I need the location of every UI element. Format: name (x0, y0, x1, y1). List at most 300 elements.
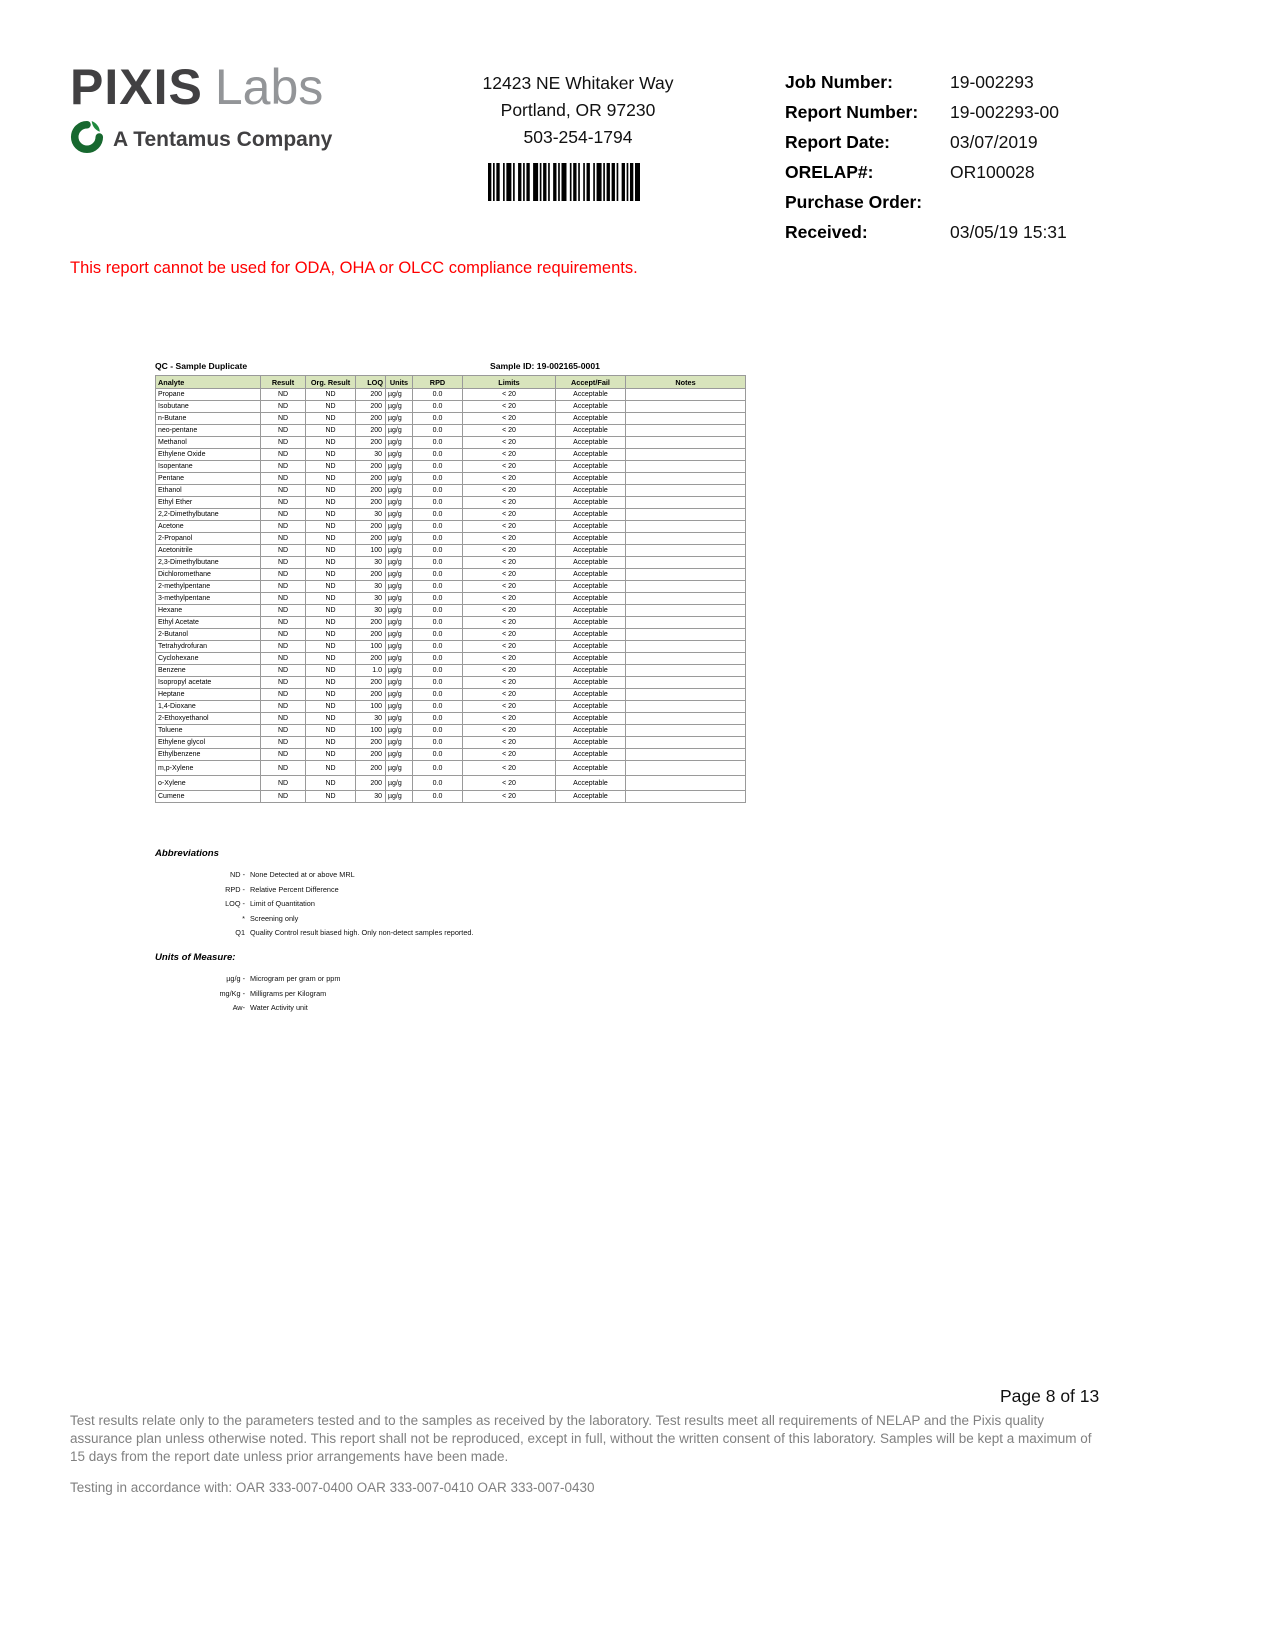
cell-result: ND (261, 389, 306, 401)
column-header-accept-fail: Accept/Fail (556, 376, 626, 389)
cell-loq: 100 (356, 725, 386, 737)
cell-analyte: 2,2-Dimethylbutane (156, 509, 261, 521)
cell-accept-fail: Acceptable (556, 533, 626, 545)
cell-limits: < 20 (463, 473, 556, 485)
cell-loq: 1.0 (356, 665, 386, 677)
cell-result: ND (261, 497, 306, 509)
cell-accept-fail: Acceptable (556, 617, 626, 629)
cell-result: ND (261, 533, 306, 545)
cell-analyte: Isopropyl acetate (156, 677, 261, 689)
cell-org-result: ND (306, 485, 356, 497)
info-label: ORELAP#: (785, 162, 874, 182)
cell-rpd: 0.0 (413, 473, 463, 485)
cell-rpd: 0.0 (413, 545, 463, 557)
cell-units: µg/g (386, 593, 413, 605)
cell-rpd: 0.0 (413, 401, 463, 413)
cell-notes (626, 389, 746, 401)
cell-rpd: 0.0 (413, 725, 463, 737)
table-row (156, 497, 746, 509)
info-value: 03/05/19 15:31 (950, 222, 1067, 242)
cell-notes (626, 677, 746, 689)
table-row (156, 641, 746, 653)
cell-org-result: ND (306, 761, 356, 776)
cell-accept-fail: Acceptable (556, 791, 626, 803)
unit-item (155, 1003, 340, 1012)
cell-loq: 100 (356, 641, 386, 653)
cell-units: µg/g (386, 509, 413, 521)
cell-limits: < 20 (463, 557, 556, 569)
cell-limits: < 20 (463, 521, 556, 533)
unit-item (155, 974, 340, 983)
cell-accept-fail: Acceptable (556, 725, 626, 737)
cell-analyte: 2,3-Dimethylbutane (156, 557, 261, 569)
table-row (156, 677, 746, 689)
cell-accept-fail: Acceptable (556, 569, 626, 581)
info-value: 19-002293 (950, 72, 1034, 92)
cell-notes (626, 545, 746, 557)
cell-rpd: 0.0 (413, 497, 463, 509)
units-of-measure-section (155, 952, 340, 1018)
cell-loq: 200 (356, 776, 386, 791)
cell-analyte: Ethylbenzene (156, 749, 261, 761)
cell-org-result: ND (306, 701, 356, 713)
cell-org-result: ND (306, 461, 356, 473)
logo-brand-text: PIXIS (70, 59, 203, 115)
cell-result: ND (261, 605, 306, 617)
cell-loq: 200 (356, 425, 386, 437)
cell-rpd: 0.0 (413, 461, 463, 473)
cell-loq: 200 (356, 749, 386, 761)
cell-org-result: ND (306, 791, 356, 803)
cell-rpd: 0.0 (413, 437, 463, 449)
cell-units: µg/g (386, 713, 413, 725)
cell-units: µg/g (386, 629, 413, 641)
abbreviations-section (155, 848, 473, 943)
cell-loq: 200 (356, 689, 386, 701)
cell-result: ND (261, 776, 306, 791)
cell-org-result: ND (306, 629, 356, 641)
abbr-definition: Relative Percent Difference (250, 884, 339, 894)
cell-notes (626, 641, 746, 653)
cell-analyte: Ethyl Acetate (156, 617, 261, 629)
cell-rpd: 0.0 (413, 449, 463, 461)
cell-limits: < 20 (463, 593, 556, 605)
cell-limits: < 20 (463, 761, 556, 776)
column-header-result: Result (261, 376, 306, 389)
cell-result: ND (261, 569, 306, 581)
unit-term: Aw- (232, 1003, 245, 1012)
cell-units: µg/g (386, 665, 413, 677)
cell-result: ND (261, 617, 306, 629)
cell-org-result: ND (306, 521, 356, 533)
logo-labs-text: Labs (214, 59, 324, 115)
cell-rpd: 0.0 (413, 665, 463, 677)
cell-rpd: 0.0 (413, 629, 463, 641)
abbreviation-item (155, 870, 473, 879)
cell-result: ND (261, 593, 306, 605)
cell-accept-fail: Acceptable (556, 413, 626, 425)
cell-units: µg/g (386, 689, 413, 701)
cell-accept-fail: Acceptable (556, 389, 626, 401)
units-of-measure-title: Units of Measure: (155, 952, 236, 963)
cell-units: µg/g (386, 425, 413, 437)
cell-analyte: Tetrahydrofuran (156, 641, 261, 653)
cell-rpd: 0.0 (413, 593, 463, 605)
cell-analyte: Cumene (156, 791, 261, 803)
cell-notes (626, 737, 746, 749)
info-value: 03/07/2019 (950, 132, 1038, 152)
table-row (156, 425, 746, 437)
cell-limits: < 20 (463, 653, 556, 665)
column-header-notes: Notes (626, 376, 746, 389)
unit-item (155, 989, 340, 998)
cell-limits: < 20 (463, 605, 556, 617)
cell-loq: 30 (356, 713, 386, 725)
cell-notes (626, 485, 746, 497)
cell-analyte: Hexane (156, 605, 261, 617)
cell-loq: 100 (356, 545, 386, 557)
cell-limits: < 20 (463, 677, 556, 689)
cell-loq: 30 (356, 791, 386, 803)
cell-org-result: ND (306, 653, 356, 665)
table-row (156, 701, 746, 713)
cell-result: ND (261, 461, 306, 473)
cell-result: ND (261, 401, 306, 413)
footer-disclaimer: Test results relate only to the parameters tested and to the samples as received by the laboratory. Test results meet all requirements of NELAP and the Pixis quality assurance plan unless otherwise noted. This report shall not be reproduced, except in full, without the written consent of this laboratory. Samples will be kept a maximum of 15 days from the report date unless prior arrangements have been made. (70, 1413, 1092, 1464)
table-row (156, 437, 746, 449)
cell-org-result: ND (306, 497, 356, 509)
info-row-purchase-order (785, 192, 1105, 212)
cell-notes (626, 761, 746, 776)
cell-notes (626, 605, 746, 617)
table-row (156, 791, 746, 803)
cell-limits: < 20 (463, 497, 556, 509)
cell-units: µg/g (386, 605, 413, 617)
cell-notes (626, 713, 746, 725)
cell-limits: < 20 (463, 713, 556, 725)
cell-accept-fail: Acceptable (556, 701, 626, 713)
cell-limits: < 20 (463, 569, 556, 581)
cell-org-result: ND (306, 749, 356, 761)
cell-rpd: 0.0 (413, 617, 463, 629)
cell-accept-fail: Acceptable (556, 473, 626, 485)
column-header-org-result: Org. Result (306, 376, 356, 389)
cell-loq: 200 (356, 413, 386, 425)
cell-accept-fail: Acceptable (556, 641, 626, 653)
cell-accept-fail: Acceptable (556, 401, 626, 413)
cell-rpd: 0.0 (413, 485, 463, 497)
unit-term: mg/Kg - (219, 988, 245, 998)
cell-rpd: 0.0 (413, 521, 463, 533)
cell-units: µg/g (386, 725, 413, 737)
cell-rpd: 0.0 (413, 689, 463, 701)
abbr-definition: Limit of Quantitation (250, 899, 315, 908)
cell-notes (626, 653, 746, 665)
cell-analyte: 2-Ethoxyethanol (156, 713, 261, 725)
cell-result: ND (261, 413, 306, 425)
cell-org-result: ND (306, 689, 356, 701)
table-row (156, 449, 746, 461)
cell-accept-fail: Acceptable (556, 776, 626, 791)
pixis-labs-logo (70, 58, 332, 159)
cell-org-result: ND (306, 641, 356, 653)
info-value: OR100028 (950, 162, 1035, 182)
cell-analyte: neo-pentane (156, 425, 261, 437)
cell-org-result: ND (306, 509, 356, 521)
column-header-analyte: Analyte (156, 376, 261, 389)
cell-units: µg/g (386, 533, 413, 545)
cell-notes (626, 437, 746, 449)
cell-notes (626, 791, 746, 803)
cell-result: ND (261, 629, 306, 641)
cell-analyte: 2-Butanol (156, 629, 261, 641)
cell-accept-fail: Acceptable (556, 425, 626, 437)
cell-rpd: 0.0 (413, 641, 463, 653)
cell-accept-fail: Acceptable (556, 545, 626, 557)
cell-org-result: ND (306, 401, 356, 413)
cell-accept-fail: Acceptable (556, 677, 626, 689)
cell-notes (626, 521, 746, 533)
table-row (156, 485, 746, 497)
cell-limits: < 20 (463, 425, 556, 437)
cell-units: µg/g (386, 653, 413, 665)
cell-rpd: 0.0 (413, 425, 463, 437)
page-number: Page 8 of 13 (1000, 1386, 1100, 1406)
cell-limits: < 20 (463, 485, 556, 497)
cell-accept-fail: Acceptable (556, 605, 626, 617)
leaf-icon (70, 120, 104, 159)
cell-result: ND (261, 761, 306, 776)
abbreviation-item (155, 885, 473, 894)
cell-rpd: 0.0 (413, 713, 463, 725)
cell-analyte: Heptane (156, 689, 261, 701)
cell-analyte: Ethylene glycol (156, 737, 261, 749)
cell-units: µg/g (386, 389, 413, 401)
cell-analyte: o-Xylene (156, 776, 261, 791)
cell-analyte: Dichloromethane (156, 569, 261, 581)
cell-notes (626, 533, 746, 545)
cell-result: ND (261, 689, 306, 701)
cell-rpd: 0.0 (413, 653, 463, 665)
table-row (156, 689, 746, 701)
cell-accept-fail: Acceptable (556, 557, 626, 569)
cell-limits: < 20 (463, 461, 556, 473)
cell-result: ND (261, 581, 306, 593)
table-row (156, 569, 746, 581)
abbr-term: * (242, 913, 245, 923)
cell-loq: 200 (356, 521, 386, 533)
info-value: 19-002293-00 (950, 102, 1059, 122)
cell-loq: 30 (356, 449, 386, 461)
column-header-loq: LOQ (356, 376, 386, 389)
cell-result: ND (261, 701, 306, 713)
cell-org-result: ND (306, 569, 356, 581)
cell-result: ND (261, 641, 306, 653)
table-row (156, 533, 746, 545)
cell-rpd: 0.0 (413, 389, 463, 401)
cell-org-result: ND (306, 449, 356, 461)
cell-limits: < 20 (463, 413, 556, 425)
cell-loq: 200 (356, 677, 386, 689)
cell-loq: 200 (356, 473, 386, 485)
cell-units: µg/g (386, 761, 413, 776)
cell-rpd: 0.0 (413, 701, 463, 713)
cell-notes (626, 581, 746, 593)
cell-loq: 200 (356, 401, 386, 413)
table-row (156, 749, 746, 761)
table-row (156, 581, 746, 593)
cell-limits: < 20 (463, 401, 556, 413)
cell-accept-fail: Acceptable (556, 653, 626, 665)
cell-rpd: 0.0 (413, 791, 463, 803)
cell-accept-fail: Acceptable (556, 497, 626, 509)
sample-id: Sample ID: 19-002165-0001 (490, 361, 600, 371)
cell-limits: < 20 (463, 737, 556, 749)
info-label: Received: (785, 222, 868, 242)
cell-rpd: 0.0 (413, 605, 463, 617)
cell-units: µg/g (386, 701, 413, 713)
cell-limits: < 20 (463, 545, 556, 557)
cell-loq: 200 (356, 629, 386, 641)
cell-notes (626, 665, 746, 677)
cell-result: ND (261, 557, 306, 569)
unit-term: µg/g - (226, 974, 245, 983)
cell-org-result: ND (306, 533, 356, 545)
cell-limits: < 20 (463, 389, 556, 401)
cell-notes (626, 593, 746, 605)
abbreviation-item (155, 899, 473, 908)
cell-notes (626, 569, 746, 581)
cell-loq: 30 (356, 605, 386, 617)
cell-accept-fail: Acceptable (556, 713, 626, 725)
cell-org-result: ND (306, 713, 356, 725)
cell-limits: < 20 (463, 509, 556, 521)
cell-org-result: ND (306, 617, 356, 629)
address-line1: 12423 NE Whitaker Way (482, 73, 674, 93)
logo-tagline: A Tentamus Company (113, 127, 333, 151)
column-header-units: Units (386, 376, 413, 389)
table-row (156, 617, 746, 629)
cell-units: µg/g (386, 545, 413, 557)
cell-accept-fail: Acceptable (556, 689, 626, 701)
info-row-received (785, 222, 1105, 242)
cell-analyte: 3-methylpentane (156, 593, 261, 605)
cell-notes (626, 701, 746, 713)
cell-limits: < 20 (463, 641, 556, 653)
abbreviation-item (155, 914, 473, 923)
qc-results-table (155, 375, 746, 803)
cell-notes (626, 557, 746, 569)
cell-notes (626, 461, 746, 473)
qc-sample-duplicate-section (155, 361, 745, 803)
cell-loq: 30 (356, 557, 386, 569)
cell-result: ND (261, 473, 306, 485)
cell-analyte: Ethylene Oxide (156, 449, 261, 461)
abbreviation-item (155, 928, 473, 937)
cell-result: ND (261, 485, 306, 497)
cell-analyte: Pentane (156, 473, 261, 485)
cell-notes (626, 617, 746, 629)
table-row (156, 401, 746, 413)
cell-loq: 200 (356, 761, 386, 776)
info-label: Job Number: (785, 72, 893, 92)
cell-units: µg/g (386, 581, 413, 593)
cell-notes (626, 509, 746, 521)
cell-limits: < 20 (463, 776, 556, 791)
cell-analyte: Ethanol (156, 485, 261, 497)
cell-notes (626, 749, 746, 761)
cell-accept-fail: Acceptable (556, 485, 626, 497)
cell-units: µg/g (386, 401, 413, 413)
cell-loq: 200 (356, 569, 386, 581)
cell-analyte: Methanol (156, 437, 261, 449)
abbr-term: LOQ - (225, 899, 245, 908)
cell-rpd: 0.0 (413, 413, 463, 425)
cell-analyte: Propane (156, 389, 261, 401)
cell-limits: < 20 (463, 533, 556, 545)
cell-org-result: ND (306, 725, 356, 737)
cell-loq: 200 (356, 389, 386, 401)
info-row-job-number (785, 72, 1105, 92)
unit-definition: Microgram per gram or ppm (250, 974, 341, 983)
cell-result: ND (261, 509, 306, 521)
cell-analyte: n-Butane (156, 413, 261, 425)
cell-units: µg/g (386, 617, 413, 629)
cell-loq: 30 (356, 581, 386, 593)
cell-rpd: 0.0 (413, 569, 463, 581)
cell-analyte: Acetonitrile (156, 545, 261, 557)
table-header-row (156, 376, 746, 389)
abbr-definition: None Detected at or above MRL (250, 870, 355, 879)
cell-accept-fail: Acceptable (556, 593, 626, 605)
cell-result: ND (261, 725, 306, 737)
cell-notes (626, 413, 746, 425)
cell-org-result: ND (306, 776, 356, 791)
barcode (488, 163, 640, 201)
table-row (156, 737, 746, 749)
table-row (156, 473, 746, 485)
cell-org-result: ND (306, 677, 356, 689)
info-row-report-number (785, 102, 1105, 122)
cell-limits: < 20 (463, 629, 556, 641)
table-row (156, 593, 746, 605)
cell-analyte: Isopentane (156, 461, 261, 473)
abbr-definition: Screening only (250, 913, 299, 923)
cell-org-result: ND (306, 665, 356, 677)
cell-limits: < 20 (463, 791, 556, 803)
cell-loq: 200 (356, 737, 386, 749)
info-label: Report Date: (785, 132, 891, 152)
cell-analyte: Cyclohexane (156, 653, 261, 665)
table-row (156, 605, 746, 617)
cell-loq: 30 (356, 509, 386, 521)
info-row-report-date (785, 132, 1105, 152)
cell-org-result: ND (306, 437, 356, 449)
cell-units: µg/g (386, 569, 413, 581)
cell-analyte: Ethyl Ether (156, 497, 261, 509)
cell-result: ND (261, 437, 306, 449)
cell-limits: < 20 (463, 689, 556, 701)
column-header-limits: Limits (463, 376, 556, 389)
cell-rpd: 0.0 (413, 557, 463, 569)
cell-accept-fail: Acceptable (556, 437, 626, 449)
cell-rpd: 0.0 (413, 761, 463, 776)
table-row (156, 413, 746, 425)
cell-rpd: 0.0 (413, 776, 463, 791)
cell-notes (626, 776, 746, 791)
table-row (156, 761, 746, 776)
cell-notes (626, 473, 746, 485)
